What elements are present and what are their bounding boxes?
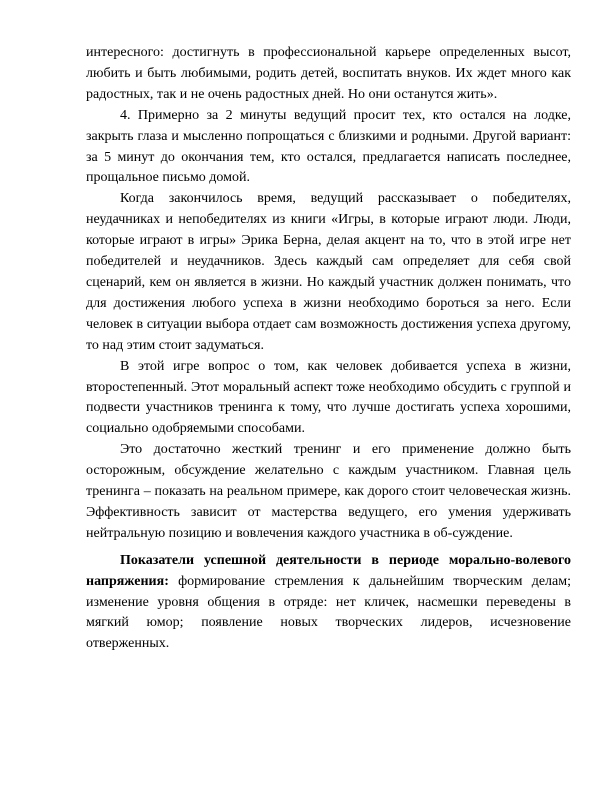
paragraph-step-4: 4. Примерно за 2 минуты ведущий просит тех, кто остался на лодке, закрыть глаза и мысленно попрощаться с близкими и родными. Другой вариант: за 5 минут до окончания тем, кто остался, предлагается написать последнее, прощальное письмо домой. <box>86 107 571 186</box>
success-indicators-text: формирование стремления к дальнейшим творческим делам; изменение уровня общения в отряде: нет кличек, насмешки переведены в мягкий юмор; появление новых творческих лидеров, исчезновение отверженных. <box>86 573 571 652</box>
document-page <box>86 43 571 655</box>
paragraph-moral-aspect: В этой игре вопрос о том, как человек добивается успеха в жизни, второстепенный. Этот моральный аспект тоже необходимо обсудить с группой и подвести участников тренинга к тому, что лучше достигать успеха хорошими, социально одобряемыми способами. <box>86 358 571 437</box>
paragraph-winners-losers: Когда закончилось время, ведущий рассказывает о победителях, неудачниках и непобедителях из книги «Игры, в которые играют люди. Люди, которые играют в игры» Эрика Берна, делая акцент на то, что в этой игре нет победителей и неудачников. Здесь каждый сам определяет для себя свой сценарий, кем он является в жизни. Но каждый участник должен понимать, что для достижения любого успеха в жизни необходимо бороться за него. Если человек в ситуации выбора отдает сам возможность достижения успеха другому, то над этим стоит задуматься. <box>86 191 571 353</box>
success-indicators-heading: Показатели успешной деятельности в периоде морально-волевого напряжения: <box>86 552 571 589</box>
paragraph-success-indicators <box>86 551 571 656</box>
paragraph-continuation: интересного: достигнуть в профессиональной карьере определенных высот, любить и быть любимыми, родить детей, воспитать внуков. Их ждет много как радостных, так и не очень радостных дней. Но они останутся жить». <box>86 45 571 102</box>
paragraph-training-caution: Это достаточно жесткий тренинг и его применение должно быть осторожным, обсуждение желательно с каждым участником. Главная цель тренинга – показать на реальном примере, как дорого стоит человеческая жизнь. Эффективность зависит от мастерства ведущего, его умения удерживать нейтральную позицию и вовлечения каждого участника в об-суждение. <box>86 442 571 541</box>
